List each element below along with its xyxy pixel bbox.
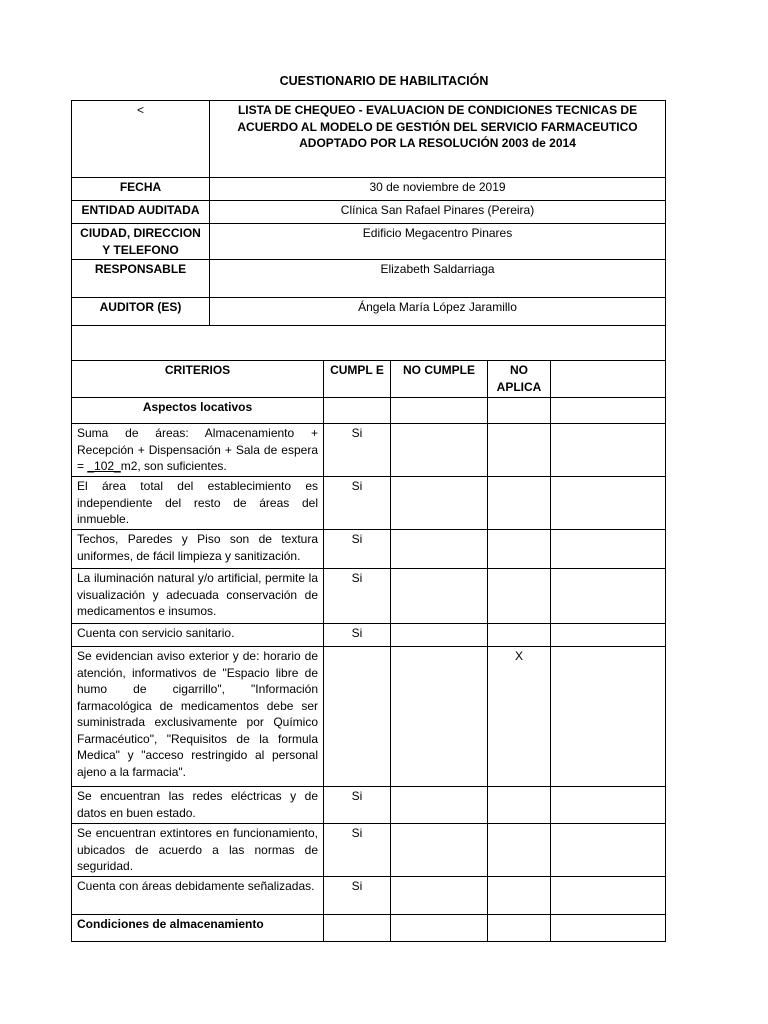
criterios-header: CRITERIOS (72, 361, 324, 398)
no-aplica-cell: X (488, 647, 551, 787)
criterion-text: Techos, Paredes y Piso son de textura uniformes, de fácil limpieza y sanitización. (72, 530, 324, 569)
no-aplica-cell (488, 569, 551, 624)
cumple-cell: Si (324, 787, 391, 824)
corner-mark: < (72, 101, 210, 178)
no-aplica-cell (488, 876, 551, 914)
cumple-cell: Si (324, 876, 391, 914)
cumple-cell: Si (324, 424, 391, 477)
criterion-row (72, 824, 666, 877)
criterion-row (72, 569, 666, 624)
extra-cell (551, 569, 666, 624)
extra-cell (551, 876, 666, 914)
info-row (72, 298, 666, 326)
info-row (72, 224, 666, 260)
criterion-text (72, 424, 324, 477)
info-value: Clínica San Rafael Pinares (Pereira) (210, 201, 666, 224)
criterion-text: La iluminación natural y/o artificial, permite la visualización y adecuada conservación de medicamentos e insumos. (72, 569, 324, 624)
no-cumple-header: NO CUMPLE (391, 361, 488, 398)
no-cumple-cell (391, 647, 488, 787)
no-cumple-cell (391, 824, 488, 877)
cumple-cell: Si (324, 530, 391, 569)
extra-cell (551, 424, 666, 477)
no-cumple-cell (391, 876, 488, 914)
no-aplica-cell (488, 424, 551, 477)
extra-cell (551, 824, 666, 877)
info-label: CIUDAD, DIRECCION Y TELEFONO (72, 224, 210, 260)
info-row (72, 178, 666, 201)
criterion-text: Se encuentran extintores en funcionamiento, ubicados de acuerdo a las normas de seguridad. (72, 824, 324, 877)
empty-cell (488, 398, 551, 424)
info-label: RESPONSABLE (72, 260, 210, 298)
area-text-after: m2, son suficientes. (120, 459, 227, 473)
no-aplica-cell (488, 530, 551, 569)
no-cumple-cell (391, 530, 488, 569)
criterion-text: Cuenta con servicio sanitario. (72, 624, 324, 647)
cumple-header: CUMPL E (324, 361, 391, 398)
no-aplica-cell (488, 787, 551, 824)
area-text-before: Suma de áreas: Almacenamiento + Recepción + Dispensación + Sala de espera = (77, 426, 318, 473)
info-value: Ángela María López Jaramillo (210, 298, 666, 326)
extra-cell (551, 624, 666, 647)
cumple-cell: Si (324, 477, 391, 530)
extra-cell (551, 530, 666, 569)
empty-cell (551, 914, 666, 941)
cumple-cell: Si (324, 824, 391, 877)
section-row (72, 398, 666, 424)
column-header-row (72, 361, 666, 398)
extra-cell (551, 787, 666, 824)
info-value: 30 de noviembre de 2019 (210, 178, 666, 201)
criterion-row (72, 876, 666, 914)
criterion-text: Se evidencian aviso exterior y de: horario de atención, informativos de "Espacio libre de humo de cigarrillo", "Información farmacológica de medicamentos debe ser suministrada exclusivamente por Químico Farmacéutico", "Requisitos de la formula Medica" y "acceso restringido al personal ajeno a la farmacia". (72, 647, 324, 787)
empty-cell (391, 914, 488, 941)
empty-cell (551, 398, 666, 424)
section-title: Condiciones de almacenamiento (72, 914, 324, 941)
no-cumple-cell (391, 787, 488, 824)
info-value: Elizabeth Saldarriaga (210, 260, 666, 298)
no-cumple-cell (391, 477, 488, 530)
criterion-row (72, 787, 666, 824)
no-aplica-cell (488, 477, 551, 530)
header-row (72, 101, 666, 178)
empty-cell (324, 914, 391, 941)
checklist-heading: LISTA DE CHEQUEO - EVALUACION DE CONDICIONES TECNICAS DE ACUERDO AL MODELO DE GESTIÓN DEL SERVICIO FARMACEUTICO ADOPTADO POR LA RESOLUCIÓN 2003 de 2014 (210, 101, 666, 178)
criterion-row (72, 530, 666, 569)
extra-header (551, 361, 666, 398)
info-row (72, 260, 666, 298)
spacer-row (72, 326, 666, 361)
criterion-text: Se encuentran las redes eléctricas y de datos en buen estado. (72, 787, 324, 824)
checklist-table (71, 100, 666, 942)
info-label: AUDITOR (ES) (72, 298, 210, 326)
document-title: CUESTIONARIO DE HABILITACIÓN (279, 74, 489, 88)
criterion-row (72, 647, 666, 787)
empty-cell (488, 914, 551, 941)
no-cumple-cell (391, 424, 488, 477)
empty-cell (72, 326, 666, 361)
cumple-cell (324, 647, 391, 787)
info-label: ENTIDAD AUDITADA (72, 201, 210, 224)
empty-cell (324, 398, 391, 424)
no-aplica-cell (488, 624, 551, 647)
no-cumple-cell (391, 624, 488, 647)
criterion-row (72, 477, 666, 530)
empty-cell (391, 398, 488, 424)
no-aplica-header: NO APLICA (488, 361, 551, 398)
criterion-text: Cuenta con áreas debidamente señalizadas. (72, 876, 324, 914)
section-row (72, 914, 666, 941)
info-label: FECHA (72, 178, 210, 201)
cumple-cell: Si (324, 624, 391, 647)
criterion-row (72, 424, 666, 477)
no-aplica-cell (488, 824, 551, 877)
criterion-row (72, 624, 666, 647)
info-row (72, 201, 666, 224)
area-value: _102_ (87, 459, 121, 473)
cumple-cell: Si (324, 569, 391, 624)
info-value: Edificio Megacentro Pinares (210, 224, 666, 260)
section-title: Aspectos locativos (72, 398, 324, 424)
extra-cell (551, 647, 666, 787)
no-cumple-cell (391, 569, 488, 624)
criterion-text: El área total del establecimiento es independiente del resto de áreas del inmueble. (72, 477, 324, 530)
extra-cell (551, 477, 666, 530)
